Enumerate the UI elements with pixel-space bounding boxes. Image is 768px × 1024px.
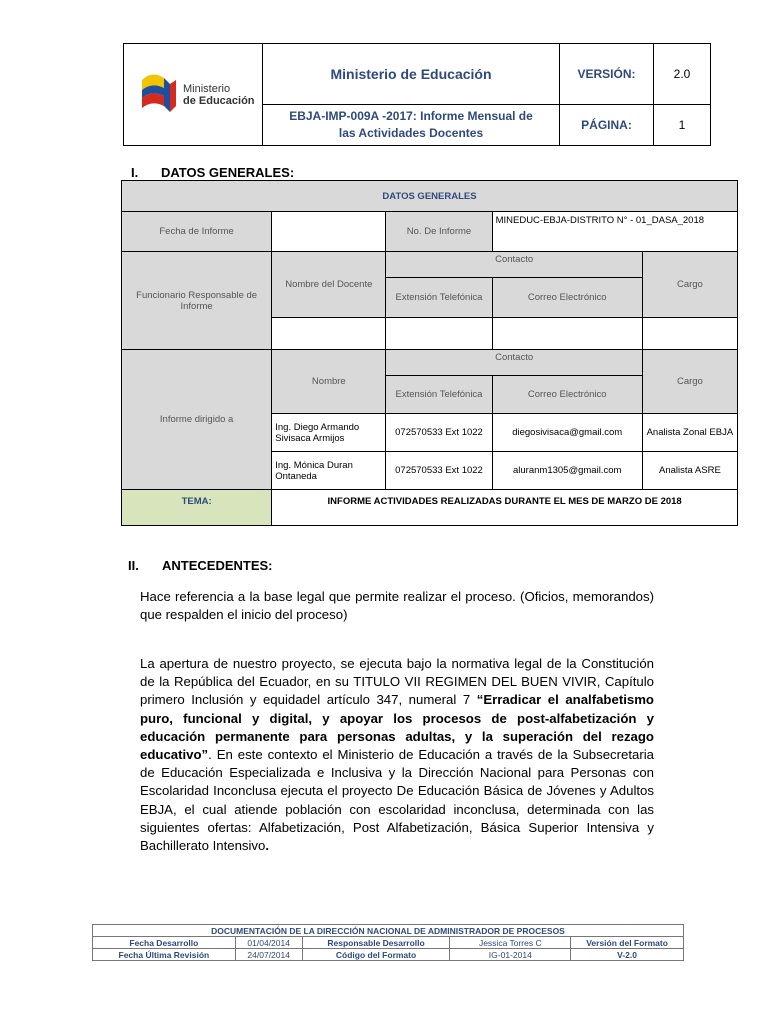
datos-generales-table bbox=[121, 180, 738, 526]
footer-cell: Fecha Desarrollo bbox=[93, 937, 236, 949]
tema-value: INFORME ACTIVIDADES REALIZADAS DURANTE EL MES DE MARZO DE 2018 bbox=[272, 490, 738, 526]
section-number: II. bbox=[128, 558, 139, 573]
docente-nombre-cell[interactable] bbox=[272, 318, 386, 350]
footer-cell: Jessica Torres C bbox=[450, 937, 571, 949]
tema-label: TEMA: bbox=[122, 490, 272, 526]
footer-row bbox=[93, 937, 684, 949]
extension-label: Extensión Telefónica bbox=[386, 278, 492, 318]
section-heading-datos bbox=[131, 165, 294, 180]
body-text-start: La apertura de nuestro proyecto, se ejecuta bajo la normativa legal de la Constitución de la República del Ecuador, en su TITULO VII REGIMEN DEL BUEN VIVIR, Capítulo primero Inclusión y equidadel artículo 347, numeral 7 bbox=[140, 656, 654, 708]
nombre-label: Nombre bbox=[272, 350, 386, 414]
footer-cell: Fecha Última Revisión bbox=[93, 949, 236, 961]
antecedentes-body bbox=[140, 655, 654, 855]
document-header bbox=[123, 43, 711, 146]
ecuador-flag-logo-icon bbox=[140, 70, 184, 114]
body-quote: “Erradicar el analfabetismo puro, funcional y digital, y apoyar los procesos de post-alfabetización y educación permanente para personas adultas, y la superación del rezago educativo” bbox=[140, 692, 654, 763]
body-text-end: . En este contexto el Ministerio de Educación a través de la Subsecretaria de Educación Especializada e Inclusiva y la Dirección Nacional para Personas con Escolaridad Inconclusa ejecuta el proyecto De Educación Básica de Jóvenes y Adultos EBJA, el cual atiende población con escolaridad inconclusa, determinada con las siguientes ofertas: Alfabetización, Post Alfabetización, Básica Superior Intensiva y Bachillerato Intensivo bbox=[140, 747, 654, 854]
destinatario-nombre: Ing. Mónica Duran Ontaneda bbox=[272, 452, 386, 490]
body-final-period: . bbox=[265, 838, 270, 854]
no-informe-label: No. De Informe bbox=[386, 212, 492, 252]
dirigido-label: Informe dirigido a bbox=[122, 350, 272, 490]
page-value: 1 bbox=[654, 105, 711, 146]
destinatario-cargo: Analista Zonal EBJA bbox=[642, 414, 737, 452]
footer-table bbox=[92, 924, 684, 961]
footer-cell: Responsable Desarrollo bbox=[302, 937, 450, 949]
fecha-informe-label: Fecha de Informe bbox=[122, 212, 272, 252]
logo-text-ministerio: Ministerio bbox=[183, 83, 231, 95]
footer-title: DOCUMENTACIÓN DE LA DIRECCIÓN NACIONAL DE ADMINISTRADOR DE PROCESOS bbox=[93, 925, 684, 937]
cargo-label-2: Cargo bbox=[642, 350, 737, 414]
footer-cell: V-2.0 bbox=[571, 949, 684, 961]
page-label: PÁGINA: bbox=[560, 105, 654, 146]
extension-label-2: Extensión Telefónica bbox=[386, 376, 492, 414]
footer-cell: 01/04/2014 bbox=[235, 937, 302, 949]
ministry-logo bbox=[124, 45, 262, 144]
contacto-label-2: Contacto bbox=[386, 350, 642, 376]
destinatario-correo: aluranm1305@gmail.com bbox=[492, 452, 642, 490]
footer-cell: Código del Formato bbox=[302, 949, 450, 961]
funcionario-label: Funcionario Responsable de Informe bbox=[122, 252, 272, 350]
fecha-informe-value[interactable] bbox=[272, 212, 386, 252]
cargo-label: Cargo bbox=[642, 252, 737, 318]
version-value: 2.0 bbox=[654, 44, 711, 105]
destinatario-correo: diegosivisaca@gmail.com bbox=[492, 414, 642, 452]
datos-generales-title: DATOS GENERALES bbox=[122, 181, 738, 212]
docente-extension-cell[interactable] bbox=[386, 318, 492, 350]
footer-cell: Versión del Formato bbox=[571, 937, 684, 949]
no-informe-value: MINEDUC-EBJA-DISTRITO N° - 01_DASA_2018 bbox=[492, 212, 737, 252]
nombre-docente-label: Nombre del Docente bbox=[272, 252, 386, 318]
docente-cargo-cell[interactable] bbox=[642, 318, 737, 350]
docente-correo-cell[interactable] bbox=[492, 318, 642, 350]
version-label: VERSIÓN: bbox=[560, 44, 654, 105]
section-title: ANTECEDENTES: bbox=[162, 558, 273, 573]
footer-cell: 24/07/2014 bbox=[235, 949, 302, 961]
correo-label: Correo Electrónico bbox=[492, 278, 642, 318]
destinatario-cargo: Analista ASRE bbox=[642, 452, 737, 490]
footer-cell: IG-01-2014 bbox=[450, 949, 571, 961]
contacto-label: Contacto bbox=[386, 252, 642, 278]
destinatario-nombre: Ing. Diego Armando Sivisaca Armijos bbox=[272, 414, 386, 452]
section-title: DATOS GENERALES: bbox=[161, 165, 295, 180]
logo-text-educacion: de Educación bbox=[183, 95, 255, 107]
destinatario-extension: 072570533 Ext 1022 bbox=[386, 452, 492, 490]
footer-row bbox=[93, 949, 684, 961]
section-heading-antecedentes bbox=[128, 558, 273, 573]
section-number: I. bbox=[131, 165, 139, 180]
logo-cell bbox=[124, 44, 263, 146]
correo-label-2: Correo Electrónico bbox=[492, 376, 642, 414]
document-name: EBJA-IMP-009A -2017: Informe Mensual de las Actividades Docentes bbox=[263, 105, 560, 146]
destinatario-extension: 072570533 Ext 1022 bbox=[386, 414, 492, 452]
ministry-title: Ministerio de Educación bbox=[263, 44, 560, 105]
antecedentes-intro: Hace referencia a la base legal que permite realizar el proceso. (Oficios, memorandos) que respalden el inicio del proceso) bbox=[140, 589, 654, 623]
